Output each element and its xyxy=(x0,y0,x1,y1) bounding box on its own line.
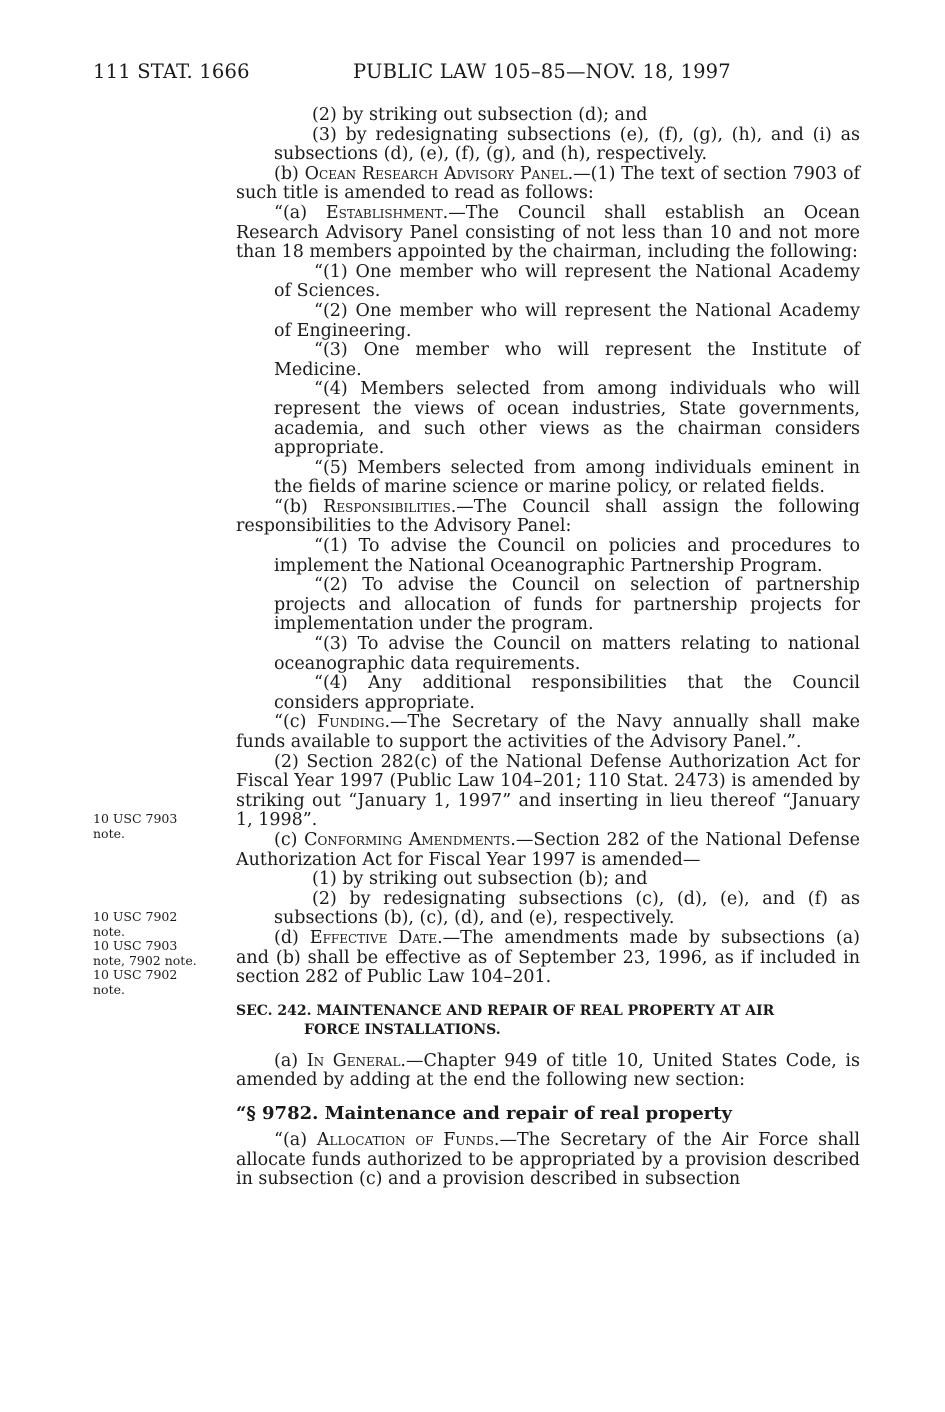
statute-citation: 111 STAT. 1666 xyxy=(93,60,250,83)
paragraph xyxy=(236,831,860,870)
subsection-heading: Responsibilities xyxy=(323,496,451,517)
paragraph-lead: “(b) xyxy=(274,496,324,517)
paragraph: “(3) To advise the Council on matters relating to national oceanographic data requirements. xyxy=(274,634,860,674)
paragraph-text: .—Chapter 949 of title 10, United States Code, is amended by adding at the end the following new section: xyxy=(236,1050,860,1091)
paragraph-text: .—The Council shall assign the following responsibilities to the Advisory Panel: xyxy=(236,496,861,537)
paragraph: “(4) Any additional responsibilities that the Council considers appropriate. xyxy=(274,673,860,713)
section-heading-continuation: FORCE INSTALLATIONS. xyxy=(304,1021,501,1038)
margin-note-text: 10 USC 7903 note. xyxy=(93,811,178,841)
paragraph: (3) by redesignating subsections (e), (f), (g), (h), and (i) as subsections (d), (e), (f), (g), and (h), respectively. xyxy=(274,124,860,165)
paragraph-lead: (a) xyxy=(274,1050,307,1071)
paragraph-text: .—The amendments made by subsections (a) and (b) shall be effective as of September 23, 1996, as if included in section 282 of Public Law 104–201. xyxy=(236,927,860,988)
paragraph: (1) by striking out subsection (b); and xyxy=(312,869,648,890)
paragraph-lead: (b) xyxy=(274,163,305,184)
new-section-title: “§ 9782. Maintenance and repair of real property xyxy=(236,1102,732,1124)
margin-note-7903 xyxy=(93,812,223,841)
subsection-heading: Ocean Research Advisory Panel xyxy=(304,163,568,184)
public-law-title: PUBLIC LAW 105–85—NOV. 18, 1997 xyxy=(353,60,731,83)
paragraph: “(3) One member who will represent the Institute of Medicine. xyxy=(274,340,860,380)
subsection-heading: Allocation of Funds xyxy=(316,1129,494,1150)
page-header xyxy=(93,60,863,86)
subsection-heading: Establishment xyxy=(325,202,443,223)
paragraph xyxy=(236,929,860,988)
paragraph xyxy=(236,713,860,752)
subsection-heading: In General xyxy=(306,1050,401,1071)
paragraph-text: .—(1) The text of section 7903 of such title is amended to read as follows: xyxy=(236,163,860,204)
paragraph: “(1) One member who will represent the National Academy of Sciences. xyxy=(274,261,860,302)
paragraph: “(2) One member who will represent the National Academy of Engineering. xyxy=(274,300,860,341)
paragraph xyxy=(236,165,860,204)
paragraph: (2) by striking out subsection (d); and xyxy=(312,105,648,125)
paragraph-lead: (d) xyxy=(274,927,310,948)
subsection-heading: Effective Date xyxy=(309,927,438,948)
paragraph-lead: “(a) xyxy=(274,202,326,223)
paragraph xyxy=(236,498,860,537)
paragraph: (2) by redesignating subsections (c), (d), (e), and (f) as subsections (b), (c), (d), and (e), respectively. xyxy=(274,888,860,929)
paragraph-text: .—The Council shall establish an Ocean Research Advisory Panel consisting of not less than 10 and not more than 18 members appointed by the chairman, including the following: xyxy=(236,202,860,263)
paragraph xyxy=(236,1131,860,1190)
document-body xyxy=(236,106,860,1190)
paragraph-lead: “(a) xyxy=(274,1129,317,1150)
paragraph: (2) Section 282(c) of the National Defense Authorization Act for Fiscal Year 1997 (Public Law 104–201; 110 Stat. 2473) is amended by striking out “January 1, 1997” and inserting in lieu thereof “January 1, 1998”. xyxy=(236,751,860,831)
subsection-heading: Conforming Amendments xyxy=(304,829,511,850)
paragraph: “(5) Members selected from among individuals eminent in the fields of marine science or marine policy, or related fields. xyxy=(274,457,860,498)
paragraph xyxy=(236,1052,860,1091)
paragraph xyxy=(236,204,860,263)
paragraph-lead: (c) xyxy=(274,829,305,850)
paragraph-lead: “(c) xyxy=(274,712,318,733)
margin-note-7902 xyxy=(93,910,223,997)
paragraph-text: .—The Secretary of the Air Force shall allocate funds authorized to be appropriated by a provision described in subsection (c) and a provision described in subsection xyxy=(236,1129,860,1190)
subsection-heading: Funding xyxy=(317,712,385,733)
section-heading xyxy=(236,1002,860,1040)
section-heading-line: SEC. 242. MAINTENANCE AND REPAIR OF REAL PROPERTY AT AIR xyxy=(236,1002,775,1019)
paragraph: “(1) To advise the Council on policies and procedures to implement the National Oceanographic Partnership Program. xyxy=(274,536,860,576)
paragraph-text: .—The Secretary of the Navy annually shall make funds available to support the activities of the Advisory Panel.”. xyxy=(236,712,860,752)
paragraph: “(4) Members selected from among individuals who will represent the views of ocean industries, State governments, academia, and such other views as the chairman considers appropriate. xyxy=(274,379,860,459)
margin-note-text: 10 USC 7902 note. 10 USC 7903 note, 7902 note. 10 USC 7902 note. xyxy=(93,909,197,997)
paragraph-text: .—Section 282 of the National Defense Authorization Act for Fiscal Year 1997 is amended— xyxy=(236,829,861,870)
paragraph: “(2) To advise the Council on selection of partnership projects and allocation of funds for partnership projects for implementation under the program. xyxy=(274,575,860,635)
